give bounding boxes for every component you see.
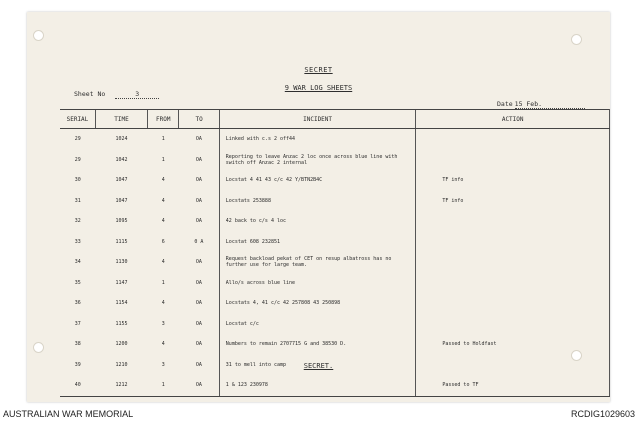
cell-from: 4 — [161, 341, 165, 348]
cell-from: 4 — [161, 300, 165, 307]
cell-action — [416, 232, 610, 253]
cell-incident: Locstat 608 232851 — [219, 232, 416, 253]
table-row — [60, 191, 610, 212]
cell-to: OA — [195, 259, 202, 266]
sheet-no-value: 3 — [135, 90, 140, 98]
cell-incident: Locstat c/c — [219, 314, 416, 335]
cell-action — [416, 273, 610, 294]
cell-action — [416, 314, 610, 335]
cell-from: 4 — [161, 218, 165, 225]
cell-incident: 42 back to c/s 4 loc — [219, 211, 416, 232]
document-title: 9 WAR LOG SHEETS — [284, 84, 353, 92]
cell-to: OA — [195, 218, 202, 225]
cell-incident: Locstats 253888 — [219, 191, 416, 212]
cell-serial: 33 — [74, 238, 81, 245]
table-row — [60, 375, 610, 396]
cell-time: 1047 — [115, 177, 128, 184]
date-value: 15 Feb. — [514, 100, 543, 108]
cell-action — [416, 150, 610, 171]
table-row — [60, 170, 610, 191]
cell-serial: 34 — [74, 259, 81, 266]
col-action: ACTION — [416, 110, 610, 129]
sheet-number — [74, 90, 159, 99]
cell-serial: 30 — [74, 177, 81, 184]
cell-action — [416, 252, 610, 273]
col-serial: SERIAL — [60, 110, 95, 129]
cell-to: OA — [179, 375, 219, 396]
cell-serial: 29 — [74, 156, 81, 163]
cell-to: OA — [195, 361, 202, 368]
cell-from: 4 — [161, 177, 165, 184]
table-row — [60, 273, 610, 294]
cell-time: 1154 — [115, 300, 128, 307]
cell-time: 1047 — [115, 197, 128, 204]
cell-action: Passed to Holdfast — [416, 334, 610, 355]
cell-serial: 29 — [74, 136, 81, 143]
cell-action — [416, 129, 610, 150]
cell-from: 1 — [148, 375, 179, 396]
secret-footer: SECRET. — [303, 362, 334, 370]
cell-serial: 31 — [74, 197, 81, 204]
cell-time: 1024 — [115, 136, 128, 143]
cell-time: 1042 — [115, 156, 128, 163]
table-row — [60, 150, 610, 171]
cell-time: 1212 — [95, 375, 147, 396]
col-from: FROM — [148, 110, 179, 129]
cell-serial: 38 — [74, 341, 81, 348]
date-label: Date — [497, 100, 513, 108]
col-time: TIME — [95, 110, 147, 129]
cell-serial: 36 — [74, 300, 81, 307]
cell-to: OA — [195, 136, 202, 143]
cell-serial: 40 — [60, 375, 95, 396]
cell-incident: 31 to mell into camp — [219, 355, 416, 376]
cell-incident: Allo/s across blue line — [219, 273, 416, 294]
col-incident: INCIDENT — [219, 110, 416, 129]
table-row — [60, 252, 610, 273]
cell-from: 4 — [161, 259, 165, 266]
table-row — [60, 232, 610, 253]
table-row — [60, 314, 610, 335]
cell-incident: Linked with c.s 2 off44 — [219, 129, 416, 150]
cell-from: 3 — [161, 361, 165, 368]
cell-incident: Numbers to remain 2707715 G and 38530 D. — [219, 334, 416, 355]
cell-to: OA — [195, 156, 202, 163]
cell-incident: 1 & 123 230978 — [219, 375, 416, 396]
archive-id: RCDIG1029603 — [570, 409, 635, 419]
cell-time: 1147 — [115, 279, 128, 286]
cell-to: OA — [195, 300, 202, 307]
table-row — [60, 334, 610, 355]
cell-from: 3 — [161, 320, 165, 327]
punch-hole — [33, 342, 44, 353]
cell-from: 1 — [161, 136, 165, 143]
cell-to: OA — [195, 320, 202, 327]
cell-serial: 39 — [74, 361, 81, 368]
date-field — [497, 100, 585, 109]
document-sheet — [27, 12, 610, 402]
punch-hole — [33, 30, 44, 41]
cell-time: 1095 — [115, 218, 128, 225]
cell-time: 1155 — [115, 320, 128, 327]
cell-from: 6 — [161, 238, 165, 245]
cell-incident: Locstat 4 41 43 c/c 42 Y/BTN2B4C — [219, 170, 416, 191]
cell-from: 4 — [161, 197, 165, 204]
cell-time: 1115 — [115, 238, 128, 245]
secret-heading: SECRET — [304, 66, 333, 74]
cell-to: OA — [195, 197, 202, 204]
punch-hole — [571, 34, 582, 45]
archive-name: AUSTRALIAN WAR MEMORIAL — [3, 409, 134, 419]
cell-time: 1210 — [115, 361, 128, 368]
table-row — [60, 211, 610, 232]
table-header-row — [60, 110, 610, 129]
cell-from: 1 — [161, 156, 165, 163]
cell-time: 1200 — [115, 341, 128, 348]
cell-action — [416, 293, 610, 314]
sheet-no-label: Sheet No — [74, 90, 106, 98]
cell-action: TF info — [416, 191, 610, 212]
cell-from: 1 — [161, 279, 165, 286]
table-row — [60, 293, 610, 314]
war-log-table — [60, 109, 610, 397]
cell-action: Passed to TF — [416, 375, 610, 396]
cell-incident: Reporting to leave Anzac 2 loc once across blue line with switch off Anzac 2 internal — [219, 150, 416, 171]
cell-action: TF info — [416, 170, 610, 191]
col-to: TO — [179, 110, 219, 129]
cell-to: OA — [195, 279, 202, 286]
cell-to: OA — [195, 341, 202, 348]
cell-action — [416, 211, 610, 232]
cell-to: 0 A — [194, 238, 204, 245]
cell-serial: 35 — [74, 279, 81, 286]
cell-to: OA — [195, 177, 202, 184]
cell-incident: Request backload pekat of CET on resup albatross has no further use for large team. — [219, 252, 416, 273]
table-row — [60, 129, 610, 150]
cell-time: 1130 — [115, 259, 128, 266]
cell-incident: Locstats 4, 41 c/c 42 257808 43 250898 — [219, 293, 416, 314]
cell-serial: 37 — [74, 320, 81, 327]
cell-serial: 32 — [74, 218, 81, 225]
